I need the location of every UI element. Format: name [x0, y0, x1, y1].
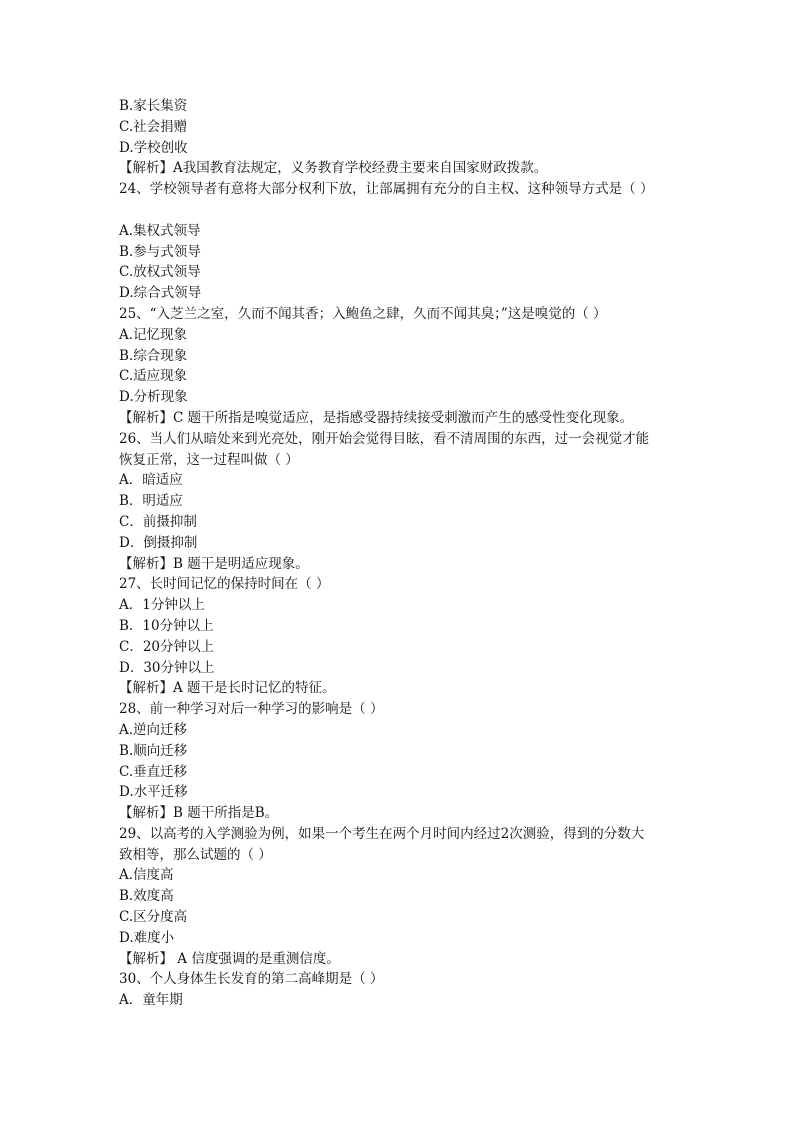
question-line: 恢复正常，这一过程叫做（ ）	[119, 451, 299, 468]
blank-line	[119, 200, 679, 221]
option-line: B.综合现象	[119, 347, 188, 364]
explanation-line: 【解析】B 题干所指是B。	[119, 805, 279, 822]
option-line: D.难度小	[119, 929, 175, 946]
option-line: D.水平迁移	[119, 784, 188, 801]
option-line: A．暗适应	[119, 472, 183, 489]
text-line: C.社会捐赠	[119, 118, 188, 135]
question-line: 29、以高考的入学测验为例，如果一个考生在两个月时间内经过2次测验，得到的分数大	[119, 825, 645, 842]
option-line: B.参与式领导	[119, 243, 201, 260]
option-line: D.分析现象	[119, 389, 188, 406]
option-line: A．1分钟以上	[119, 597, 205, 614]
text-line: B.家长集资	[119, 98, 188, 114]
question-line: 致相等，那么试题的（ ）	[119, 846, 272, 863]
explanation-line: 【解析】C 题干所指是嗅觉适应，是指感受器持续接受刺激而产生的感受性变化现象。	[119, 409, 634, 426]
question-line: 24、学校领导者有意将大部分权利下放，让部属拥有充分的自主权、这种领导方式是（ ）	[119, 181, 654, 198]
question-line: 28、前一种学习对后一种学习的影响是（ ）	[119, 701, 384, 718]
option-line: A.信度高	[119, 867, 174, 884]
option-line: C．前摄抑制	[119, 513, 197, 530]
question-line: 25、“入芝兰之室，久而不闻其香；入鲍鱼之肆，久而不闻其臭；”这是嗅觉的（ ）	[119, 305, 607, 322]
explanation-line: 【解析】A 题干是长时记忆的特征。	[119, 680, 336, 697]
option-line: A．童年期	[119, 992, 183, 1009]
option-line: B．明适应	[119, 493, 183, 510]
option-line: C.区分度高	[119, 909, 188, 926]
option-line: D．30分钟以上	[119, 659, 215, 676]
option-line: A.集权式领导	[119, 222, 201, 239]
document-body	[119, 96, 679, 1011]
explanation-line: 【解析】 A 信度强调的是重测信度。	[119, 950, 340, 967]
explanation-line: 【解析】A我国教育法规定，义务教育学校经费主要来自国家财政拨款。	[119, 160, 548, 177]
explanation-line: 【解析】B 题干是明适应现象。	[119, 555, 309, 572]
option-line: C.放权式领导	[119, 264, 201, 281]
option-line: B.效度高	[119, 888, 174, 905]
text-line: D.学校创收	[119, 139, 188, 156]
question-line: 30、个人身体生长发育的第二高峰期是（ ）	[119, 971, 384, 988]
option-line: D.综合式领导	[119, 285, 202, 302]
option-line: B．10分钟以上	[119, 617, 214, 634]
option-line: A.记忆现象	[119, 326, 188, 343]
option-line: C．20分钟以上	[119, 638, 215, 655]
question-line: 26、当人们从暗处来到光亮处，刚开始会觉得目眩，看不清周围的东西，过一会视觉才能	[119, 430, 650, 447]
option-line: A.逆向迁移	[119, 721, 188, 738]
option-line: B.顺向迁移	[119, 742, 188, 759]
question-line: 27、长时间记忆的保持时间在（ ）	[119, 576, 330, 593]
option-line: D．倒摄抑制	[119, 534, 198, 551]
option-line: C.垂直迁移	[119, 763, 188, 780]
option-line: C.适应现象	[119, 368, 188, 385]
